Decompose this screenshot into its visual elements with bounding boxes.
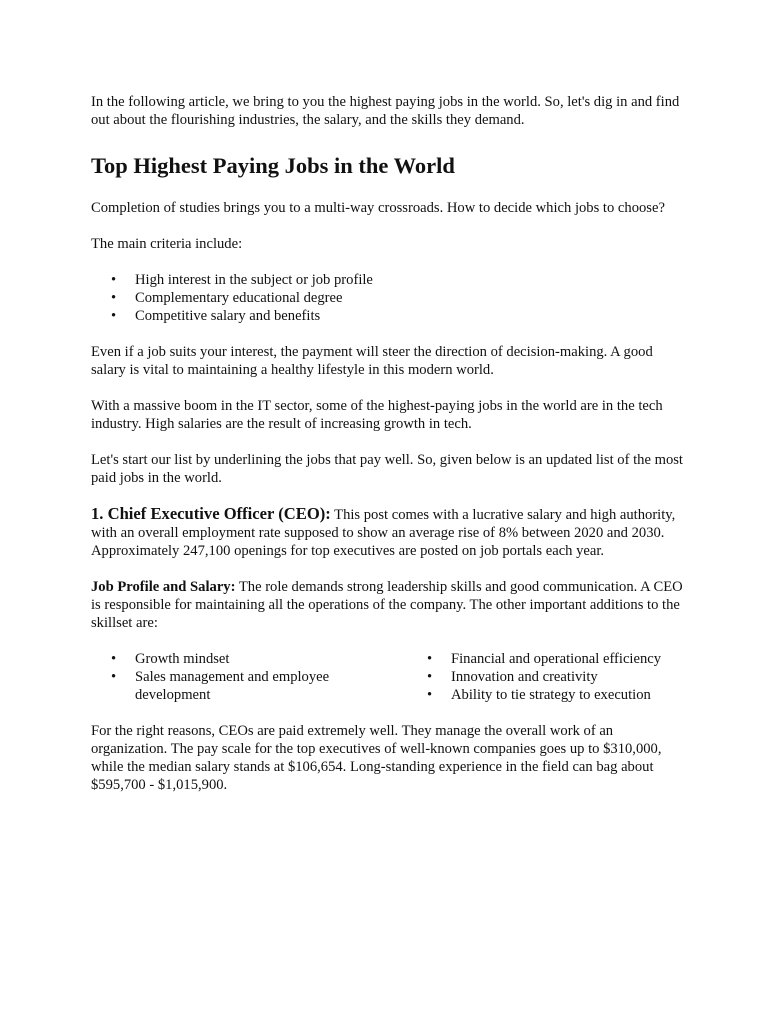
skills-columns [91,650,683,704]
list-item [407,650,683,668]
list-item [407,668,683,686]
list-item-text: Ability to tie strategy to execution [451,687,651,703]
job-profile-label: Job Profile and Salary: [91,579,236,595]
list-item-text: High interest in the subject or job profile [135,272,373,288]
ceo-section-title: 1. Chief Executive Officer (CEO): [91,504,331,523]
bullet-icon: • [111,290,117,306]
intro-paragraph: In the following article, we bring to you the highest paying jobs in the world. So, let's dig in and find out about the flourishing industries, the salary, and the skills they demand. [91,94,680,128]
list-item-text: Complementary educational degree [135,290,343,306]
list-item-text: Competitive salary and benefits [135,308,321,324]
page-title: Top Highest Paying Jobs in the World [91,153,455,178]
ceo-section-body: This post comes with a lucrative salary and high authority, with an overall employment rate supposed to show an average rise of 8% between 2020 and 2030. Approximately 247,100 openings for top executives are posted on job portals each year. [91,507,676,559]
ceo-section [91,505,683,560]
list-item [91,271,683,289]
skills-list-left [91,650,407,704]
document-page [91,93,683,812]
list-item-text: Sales management and employee development [135,669,330,703]
paragraph-it-sector: With a massive boom in the IT sector, some of the highest-paying jobs in the world are in the tech industry. High salaries are the result of increasing growth in tech. [91,398,663,432]
list-item [407,686,683,704]
bullet-icon: • [111,308,117,324]
criteria-list [91,271,683,325]
bullet-icon: • [427,669,433,685]
bullet-icon: • [427,651,433,667]
job-profile-paragraph [91,578,683,632]
paragraph-crossroads: Completion of studies brings you to a multi-way crossroads. How to decide which jobs to choose? [91,200,665,216]
skills-list-right [407,650,683,704]
list-item [91,307,683,325]
list-item [91,668,407,704]
bullet-icon: • [111,272,117,288]
paragraph-list-intro: Let's start our list by underlining the jobs that pay well. So, given below is an updated list of the most paid jobs in the world. [91,452,683,486]
list-item-text: Growth mindset [135,651,230,667]
list-item [91,650,407,668]
list-item-text: Innovation and creativity [451,669,598,685]
list-item-text: Financial and operational efficiency [451,651,662,667]
bullet-icon: • [111,651,117,667]
closing-paragraph: For the right reasons, CEOs are paid extremely well. They manage the overall work of an organization. The pay scale for the top executives of well-known companies goes up to $310,000, while the median salary stands at $106,654. Long-standing experience in the field can bag about $595,700 - $1,015,900. [91,723,662,793]
paragraph-payment: Even if a job suits your interest, the payment will steer the direction of decision-making. A good salary is vital to maintaining a healthy lifestyle in this modern world. [91,344,653,378]
job-profile-body: The role demands strong leadership skills and good communication. A CEO is responsible for maintaining all the operations of the company. The other important additions to the skillset are: [91,579,683,631]
bullet-icon: • [427,687,433,703]
criteria-intro: The main criteria include: [91,236,243,252]
bullet-icon: • [111,669,117,685]
list-item [91,289,683,307]
